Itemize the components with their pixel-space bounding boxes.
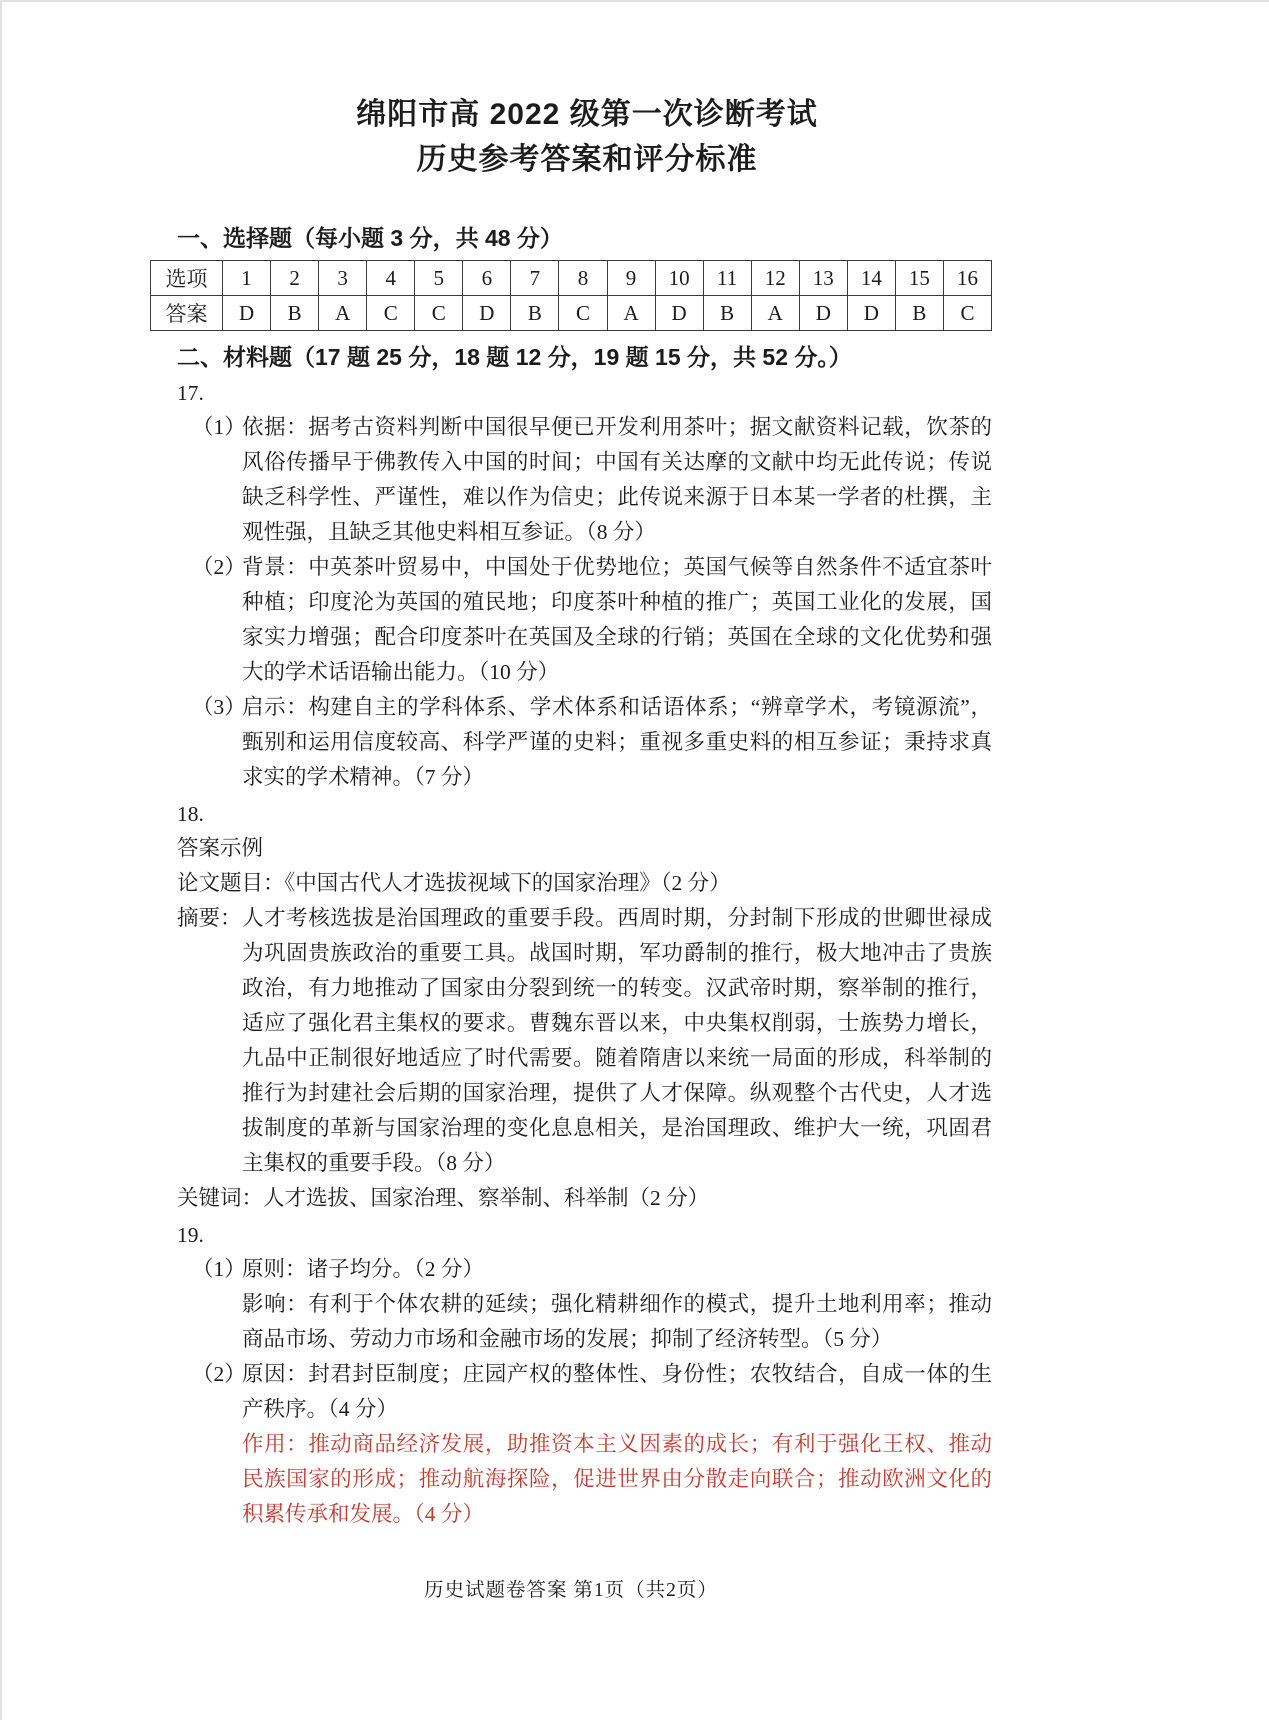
section2-heading: 二、材料题（17 题 25 分，18 题 12 分，19 题 15 分，共 52 分。） — [177, 344, 852, 370]
q18-keywords: 关键词：人才选拔、国家治理、察举制、科举制（2 分） — [177, 1186, 710, 1210]
section1-heading: 一、选择题（每小题 3 分，共 48 分） — [177, 225, 563, 251]
question-number-cell: 13 — [799, 261, 847, 296]
answer-cell: B — [271, 296, 319, 331]
question-number-cell: 16 — [943, 261, 991, 296]
answer-row-label: 答案 — [151, 296, 223, 331]
q17-part-1-answer: 依据：据考古资料判断中国很早便已开发利用茶叶；据文献资料记载，饮茶的风俗传播早于佛教传入中国的时间；中国有关达摩的文献中均无此传说；传说缺乏科学性、严谨性，难以作为信史；此传说来源于日本某一学者的杜撰，主观性强，且缺乏其他史料相互参证。（8 分） — [242, 415, 992, 544]
answer-cell: D — [847, 296, 895, 331]
document-title — [182, 92, 992, 182]
q18-thesis-title: 论文题目：《中国古代人才选拔视域下的国家治理》（2 分） — [177, 871, 731, 895]
part-marker: （2） — [192, 1362, 246, 1386]
title-line-1: 绵阳市高 2022 级第一次诊断考试 — [356, 98, 818, 131]
q17-part-1 — [150, 410, 992, 550]
question-number-cell: 10 — [655, 261, 703, 296]
answer-cell: B — [703, 296, 751, 331]
question-number-cell: 6 — [463, 261, 511, 296]
question-number-cell: 8 — [559, 261, 607, 296]
q19-part-2 — [150, 1357, 992, 1532]
question-number-cell: 11 — [703, 261, 751, 296]
q17-part-2-answer: 背景：中英茶叶贸易中，中国处于优势地位；英国气候等自然条件不适宜茶叶种植；印度沦为英国的殖民地；印度茶叶种植的推广；英国工业化的发展，国家实力增强；配合印度茶叶在英国及全球的行销；英国在全球的文化优势和强大的学术话语输出能力。（10 分） — [242, 555, 992, 684]
part-marker: （3） — [192, 695, 246, 719]
multiple-choice-answer-table — [150, 260, 992, 331]
q17-part-3-answer: 启示：构建自主的学科体系、学术体系和话语体系；“辨章学术，考镜源流”，甄别和运用信度较高、科学严谨的史料；重视多重史料的相互参证；秉持求真求实的学术精神。（7 分） — [242, 695, 992, 789]
answer-cell: A — [607, 296, 655, 331]
q19-part-1-principle: 原则：诸子均分。（2 分） — [242, 1257, 484, 1281]
answer-cell: C — [367, 296, 415, 331]
answer-cell: C — [943, 296, 991, 331]
answer-cell: D — [463, 296, 511, 331]
page-content — [150, 2, 992, 1532]
question-number-cell: 5 — [415, 261, 463, 296]
question-number-cell: 4 — [367, 261, 415, 296]
answer-cell: D — [799, 296, 847, 331]
answer-cell: B — [511, 296, 559, 331]
question-number-cell: 7 — [511, 261, 559, 296]
answer-cell: C — [559, 296, 607, 331]
answer-cell: A — [751, 296, 799, 331]
title-line-2: 历史参考答案和评分标准 — [416, 143, 758, 176]
question-19-number: 19. — [177, 1223, 204, 1247]
question-number-cell: 9 — [607, 261, 655, 296]
q17-part-2 — [150, 550, 992, 690]
q19-part-2-effect-highlighted: 作用：推动商品经济发展，助推资本主义因素的成长；有利于强化王权、推动民族国家的形成；推动航海探险，促进世界由分散走向联合；推动欧洲文化的积累传承和发展。（4 分） — [242, 1432, 992, 1526]
question-18-number: 18. — [177, 802, 204, 826]
answer-cell: D — [223, 296, 271, 331]
question-17-number: 17. — [177, 381, 204, 405]
q19-part-2-reason: 原因：封君封臣制度；庄园产权的整体性、身份性；农牧结合，自成一体的生产秩序。（4 分） — [242, 1362, 992, 1421]
question-number-cell: 15 — [895, 261, 943, 296]
question-number-cell: 2 — [271, 261, 319, 296]
answer-row — [151, 296, 992, 331]
part-marker: （1） — [192, 415, 246, 439]
question-number-cell: 1 — [223, 261, 271, 296]
answer-cell: B — [895, 296, 943, 331]
question-number-cell: 3 — [319, 261, 367, 296]
abstract-label: 摘要： — [177, 906, 242, 930]
q19-part-1-impact: 影响：有利于个体农耕的延续；强化精耕细作的模式，提升土地利用率；推动商品市场、劳动力市场和金融市场的发展；抑制了经济转型。（5 分） — [242, 1292, 992, 1351]
question-number-row — [151, 261, 992, 296]
q17-part-3 — [150, 690, 992, 795]
answer-cell: A — [319, 296, 367, 331]
q18-example-label: 答案示例 — [177, 836, 264, 860]
answer-cell: D — [655, 296, 703, 331]
page-footer: 历史试题卷答案 第1页（共2页） — [424, 1580, 718, 1601]
option-row-label: 选项 — [151, 261, 223, 296]
abstract-text: 人才考核选拔是治国理政的重要手段。西周时期，分封制下形成的世卿世禄成为巩固贵族政治的重要工具。战国时期，军功爵制的推行，极大地冲击了贵族政治，有力地推动了国家由分裂到统一的转变。汉武帝时期，察举制的推行，适应了强化君主集权的要求。曹魏东晋以来，中央集权削弱，士族势力增长，九品中正制很好地适应了时代需要。随着隋唐以来统一局面的形成，科举制的推行为封建社会后期的国家治理，提供了人才保障。纵观整个古代史，人才选拔制度的革新与国家治理的变化息息相关，是治国理政、维护大一统，巩固君主集权的重要手段。（8 分） — [242, 906, 992, 1175]
part-marker: （1） — [192, 1257, 246, 1281]
q18-abstract — [177, 901, 992, 1181]
question-number-cell: 14 — [847, 261, 895, 296]
q19-part-1 — [150, 1252, 992, 1357]
answer-cell: C — [415, 296, 463, 331]
part-marker: （2） — [192, 555, 246, 579]
question-number-cell: 12 — [751, 261, 799, 296]
